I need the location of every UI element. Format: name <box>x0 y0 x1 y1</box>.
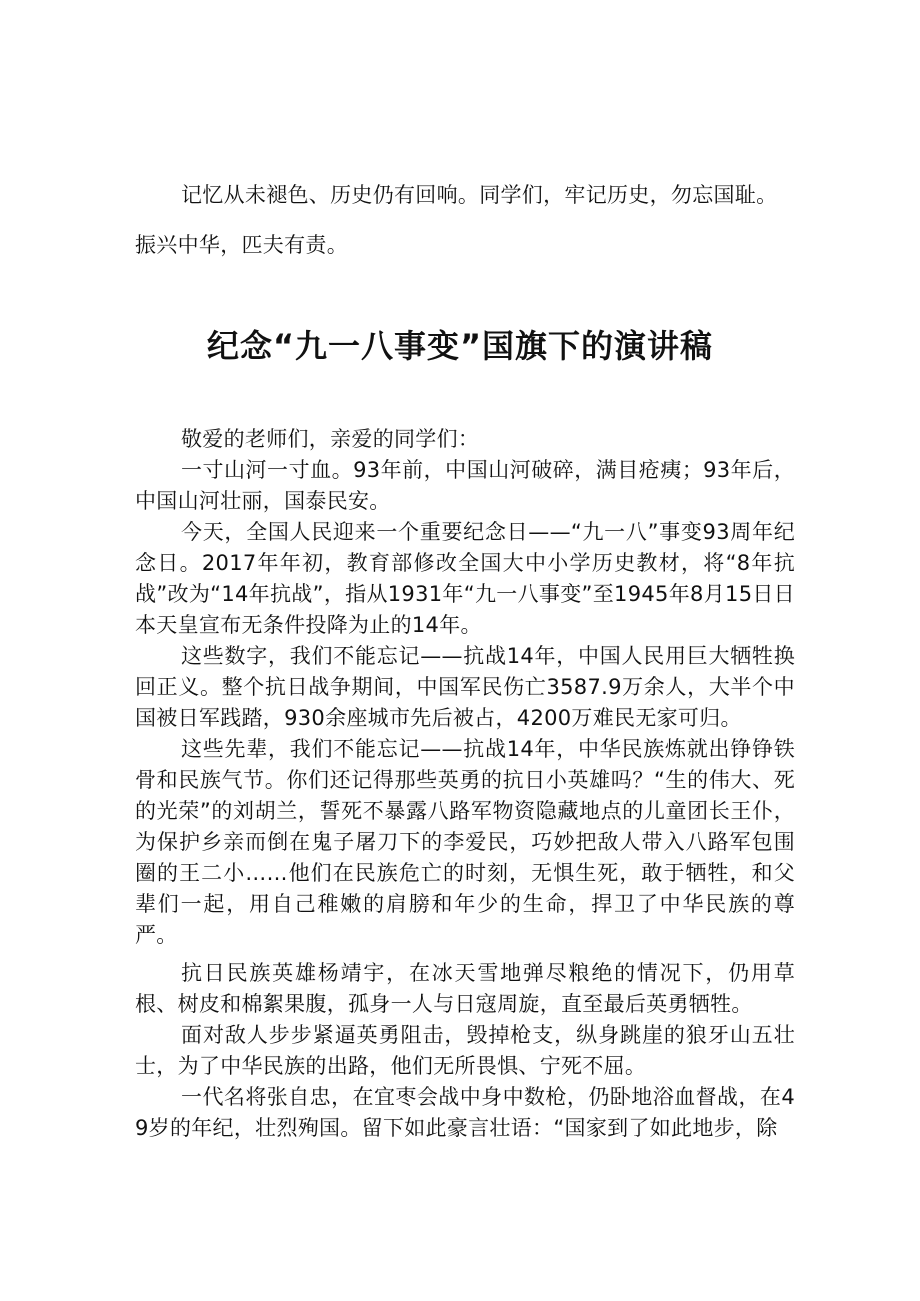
speech-title: 纪念“九一八事变”国旗下的演讲稿 <box>206 327 714 365</box>
paragraph: 抗日民族英雄杨靖宇，在冰天雪地弹尽粮绝的情况下，仍用草根、树皮和棉絮果腹，孤身一人与日寇周旋，直至最后英勇牺牲。 <box>135 961 795 1016</box>
intro-section <box>135 170 795 270</box>
paragraph: 面对敌人步步紧逼英勇阻击，毁掉枪支，纵身跳崖的狼牙山五壮士，为了中华民族的出路，他们无所畏惧、宁死不屈。 <box>135 1023 795 1078</box>
paragraph: 一寸山河一寸血。93年前，中国山河破碎，满目疮痍；93年后，中国山河壮丽，国泰民安。 <box>135 458 795 513</box>
paragraph: 一代名将张自忠，在宜枣会战中身中数枪，仍卧地浴血督战，在49岁的年纪，壮烈殉国。留下如此豪言壮语：“国家到了如此地步，除 <box>135 1085 795 1140</box>
paragraph: 这些数字，我们不能忘记——抗战14年，中国人民用巨大牺牲换回正义。整个抗日战争期间，中国军民伤亡3587.9万余人，大半个中国被日军践踏，930余座城市先后被占，4200万难民无家可归。 <box>135 644 795 730</box>
intro-line-1: 记忆从未褪色、历史仍有回响。同学们，牢记历史，勿忘国耻。 <box>181 183 778 207</box>
salutation: 敬爱的老师们，亲爱的同学们： <box>181 427 480 451</box>
speech-body <box>135 424 795 1144</box>
intro-line-2: 振兴中华，匹夫有责。 <box>135 233 348 257</box>
paragraph: 这些先辈，我们不能忘记——抗战14年，中华民族炼就出铮铮铁骨和民族气节。你们还记得那些英勇的抗日小英雄吗？“生的伟大、死的光荣”的刘胡兰，誓死不暴露八路军物资隐藏地点的儿童团长王仆，为保护乡亲而倒在鬼子屠刀下的李爱民，巧妙把敌人带入八路军包围圈的王二小……他们在民族危亡的时刻，无惧生死，敢于牺牲，和父辈们一起，用自己稚嫩的肩膀和年少的生命，捍卫了中华民族的尊严。 <box>135 737 795 947</box>
paragraph: 今天，全国人民迎来一个重要纪念日——“九一八”事变93周年纪念日。2017年年初，教育部修改全国大中小学历史教材，将“8年抗战”改为“14年抗战”，指从1931年“九一八事变”至1945年8月15日日本天皇宣布无条件投降为止的14年。 <box>135 520 795 637</box>
